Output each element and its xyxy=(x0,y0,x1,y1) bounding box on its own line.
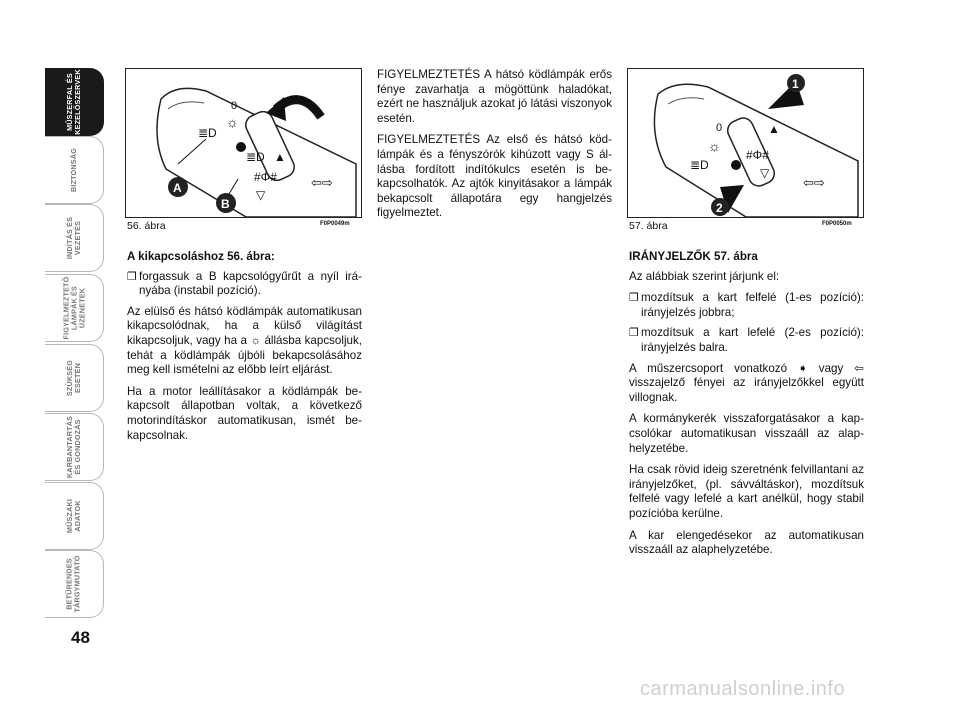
svg-text:#Φ#: #Φ# xyxy=(746,148,769,162)
svg-text:☼: ☼ xyxy=(708,138,721,154)
watermark: carmanualsonline.info xyxy=(640,678,846,700)
svg-text:B: B xyxy=(221,197,230,211)
svg-text:⇦⇨: ⇦⇨ xyxy=(803,175,825,190)
svg-text:A: A xyxy=(173,181,182,195)
figure-56-caption: 56. ábra xyxy=(127,220,166,232)
list-item: ❐ forgassuk a B kapcsológyűrűt a nyíl irányába (instabil pozíció). xyxy=(127,269,362,298)
section-heading-fog: A kikapcsoláshoz 56. ábra: xyxy=(127,250,275,263)
right-column xyxy=(629,250,864,565)
svg-text:≣D: ≣D xyxy=(198,126,217,140)
svg-text:≣D: ≣D xyxy=(690,158,709,172)
tab-biztonsag[interactable]: BIZTONSÁG xyxy=(45,136,104,204)
paragraph: Ha csak rövid ideig szeretnénk felvillantani az irányjelzőket, (pl. sávváltáskor), mozdítsuk felfelé vagy lefelé a kart anélkül, hogy stabil pozícióba kerülne. xyxy=(629,463,864,520)
svg-text:▲: ▲ xyxy=(768,122,780,136)
paragraph: Ha a motor leállításakor a ködlámpák bekapcsolt állapotban voltak, a következő motorindításkor automatikusan, ismét bekapcsolnak. xyxy=(127,384,362,442)
tab-inditas[interactable]: INDÍTÁS ÉS VEZETÉS xyxy=(45,204,104,272)
middle-column xyxy=(377,68,612,228)
svg-text:⇦⇨: ⇦⇨ xyxy=(311,175,333,190)
tab-muszerfal[interactable]: MŰSZERFAL ÉS KEZELŐSZERVEK xyxy=(45,68,104,136)
left-column xyxy=(127,250,362,450)
page-number: 48 xyxy=(71,628,90,647)
paragraph: Az alábbiak szerint járjunk el: xyxy=(629,269,780,283)
stalk-illustration-57 xyxy=(628,69,863,217)
svg-text:2: 2 xyxy=(716,201,723,215)
figure-57-caption: 57. ábra xyxy=(629,220,668,232)
svg-text:#Φ#: #Φ# xyxy=(254,170,277,184)
svg-text:0: 0 xyxy=(716,122,723,134)
svg-text:▲: ▲ xyxy=(274,150,286,164)
warning-paragraph: FIGYELMEZTETÉS Az első és hátsó ködlámpák és a fényszórók kihúzott vagy S állásba fordított indítókulcs esetén is bekapcsolhatók. Az ajtók kinyitásakor a lámpák bekapcsolt állapotára egy hangjelzés figyelmeztet. xyxy=(377,133,612,220)
svg-text:▽: ▽ xyxy=(760,166,770,180)
tab-karbantartas[interactable]: KARBANTARTÁS ÉS GONDOZÁS xyxy=(45,413,104,481)
figure-56 xyxy=(125,68,362,218)
figure-57-code: F0P0050m xyxy=(822,221,852,227)
tab-betu[interactable]: BETŰRENDES TÁRGYMUTATÓ xyxy=(45,550,104,618)
svg-text:▽: ▽ xyxy=(256,188,266,202)
paragraph: Az elülső és hátsó ködlámpák automatikusan kikapcsolódnak, ha a külső világítást kikapcsoljuk, vagy ha a ☼ állásba kapcsoljuk, tehát a ködlámpák újbóli bekapcsolásához meg kell ismételni az előbb leírt eljárást. xyxy=(127,304,362,377)
svg-text:☼: ☼ xyxy=(226,114,239,130)
figure-57 xyxy=(627,68,864,218)
list-item: ❐ mozdítsuk a kart felfelé (1-es pozíció): irányjelzés jobbra; xyxy=(629,291,864,319)
paragraph: A műszercsoport vonatkozó ➧ vagy ⇦ visszajelző fényei az irányjelzőkkel együtt villognak. xyxy=(629,361,864,404)
svg-text:1: 1 xyxy=(792,77,799,91)
section-heading-turn-signals: IRÁNYJELZŐK 57. ábra xyxy=(629,250,758,263)
paragraph: A kormánykerék visszaforgatásakor a kapcsolókar automatikusan visszaáll az alaphelyzetébe. xyxy=(629,412,864,455)
svg-text:0: 0 xyxy=(231,100,238,112)
list-item: ❐ mozdítsuk a kart lefelé (2-es pozíció): irányjelzés balra. xyxy=(629,326,864,354)
tab-muszaki[interactable]: MŰSZAKI ADATOK xyxy=(45,482,104,550)
warning-paragraph: FIGYELMEZTETÉS A hátsó ködlámpák erős fénye zavarhatja a mögöttünk haladókat, ezért ne használjuk azokat jó látási viszonyok esetén. xyxy=(377,68,612,125)
paragraph: A kar elengedésekor az automatikusan visszaáll az alaphelyzetébe. xyxy=(629,528,864,557)
stalk-illustration-56 xyxy=(126,69,361,217)
tab-figyelmezteto[interactable]: FIGYELMEZTETŐ LÁMPÁK ÉS ÜZENETEK xyxy=(45,274,104,342)
figure-56-code: F0P0049m xyxy=(320,221,350,227)
tab-szukseg[interactable]: SZÜKSÉG ESETÉN xyxy=(45,344,104,412)
svg-text:≣D: ≣D xyxy=(246,150,265,164)
